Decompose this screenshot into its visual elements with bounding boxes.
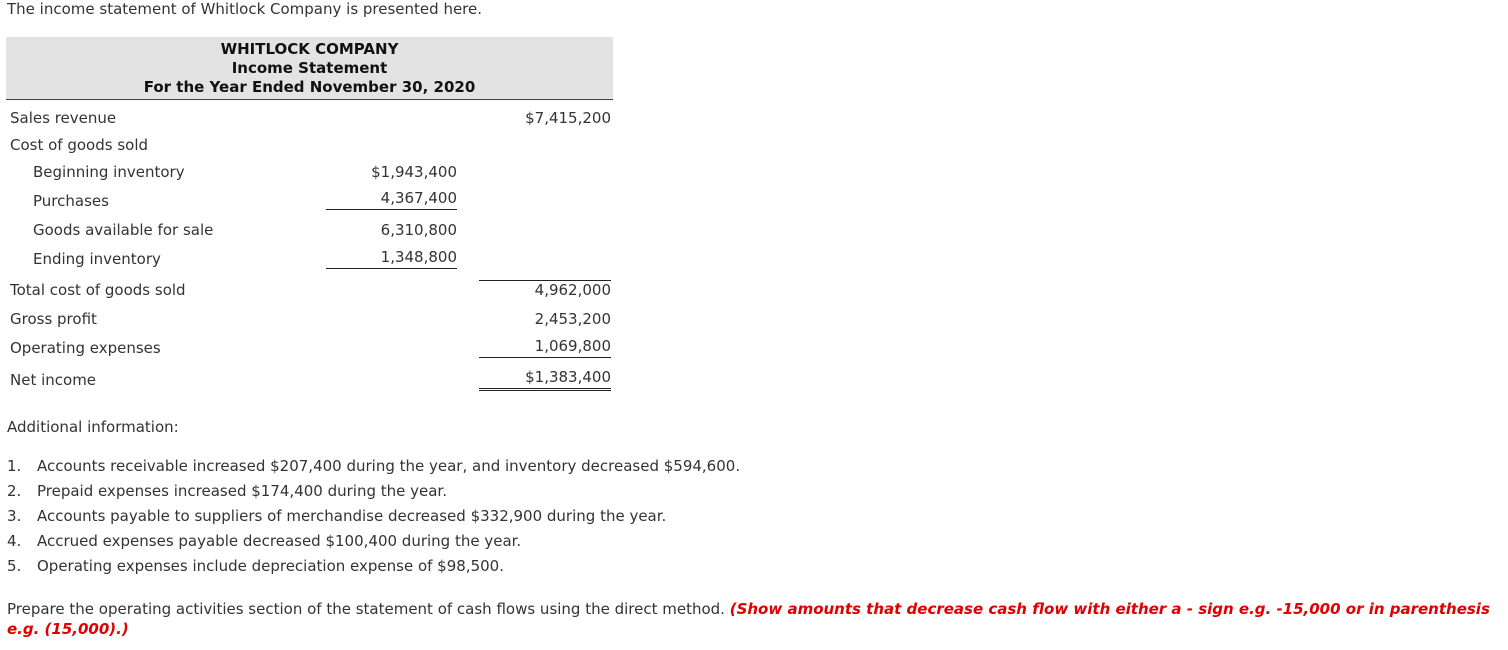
beginning-inventory-value: $1,943,400 <box>371 163 457 181</box>
cogs-label: Cost of goods sold <box>10 136 149 154</box>
additional-info-label: Additional information: <box>7 418 179 436</box>
operating-expenses-value: 1,069,800 <box>479 337 611 358</box>
total-cogs-value: 4,962,000 <box>479 280 611 299</box>
note-text: Accrued expenses payable decreased $100,400 during the year. <box>37 532 522 550</box>
operating-expenses-label: Operating expenses <box>10 339 161 357</box>
statement-title: Income Statement <box>231 59 388 77</box>
notes-list <box>7 456 740 581</box>
net-income-value: $1,383,400 <box>479 368 611 391</box>
note-text: Accounts receivable increased $207,400 during the year, and inventory decreased $594,600. <box>37 457 741 475</box>
list-item <box>7 456 740 481</box>
note-text: Operating expenses include depreciation expense of $98,500. <box>37 557 504 575</box>
note-text: Prepaid expenses increased $174,400 during the year. <box>37 482 447 500</box>
total-cogs-label: Total cost of goods sold <box>10 281 186 299</box>
beginning-inventory-label: Beginning inventory <box>33 163 185 181</box>
gross-profit-value: 2,453,200 <box>534 310 611 328</box>
purchases-value: 4,367,400 <box>326 189 457 210</box>
intro-text: The income statement of Whitlock Company is presented here. <box>7 0 483 18</box>
note-number: 5. <box>7 557 22 575</box>
note-text: Accounts payable to suppliers of merchandise decreased $332,900 during the year. <box>37 507 667 525</box>
purchases-label: Purchases <box>33 192 109 210</box>
gross-profit-label: Gross profit <box>10 310 97 328</box>
goods-available-label: Goods available for sale <box>33 221 214 239</box>
note-number: 4. <box>7 532 22 550</box>
net-income-label: Net income <box>10 371 97 389</box>
note-number: 2. <box>7 482 22 500</box>
sales-revenue-value: $7,415,200 <box>525 109 611 127</box>
list-item <box>7 481 740 506</box>
list-item <box>7 556 740 581</box>
statement-period: For the Year Ended November 30, 2020 <box>143 78 476 96</box>
sales-revenue-label: Sales revenue <box>10 109 117 127</box>
list-item <box>7 531 740 556</box>
ending-inventory-label: Ending inventory <box>33 250 161 268</box>
goods-available-value: 6,310,800 <box>380 221 457 239</box>
company-name: WHITLOCK COMPANY <box>220 40 399 58</box>
note-number: 1. <box>7 457 22 475</box>
list-item <box>7 506 740 531</box>
instructions <box>7 599 1502 639</box>
instructions-main: Prepare the operating activities section of the statement of cash flows using the direct method. <box>7 600 730 618</box>
note-number: 3. <box>7 507 22 525</box>
instructions-note: (Show amounts that decrease cash flow with either a - sign e.g. -15,000 or in parenthesis e.g. (15,000).) <box>7 600 1490 638</box>
ending-inventory-value: 1,348,800 <box>326 248 457 269</box>
